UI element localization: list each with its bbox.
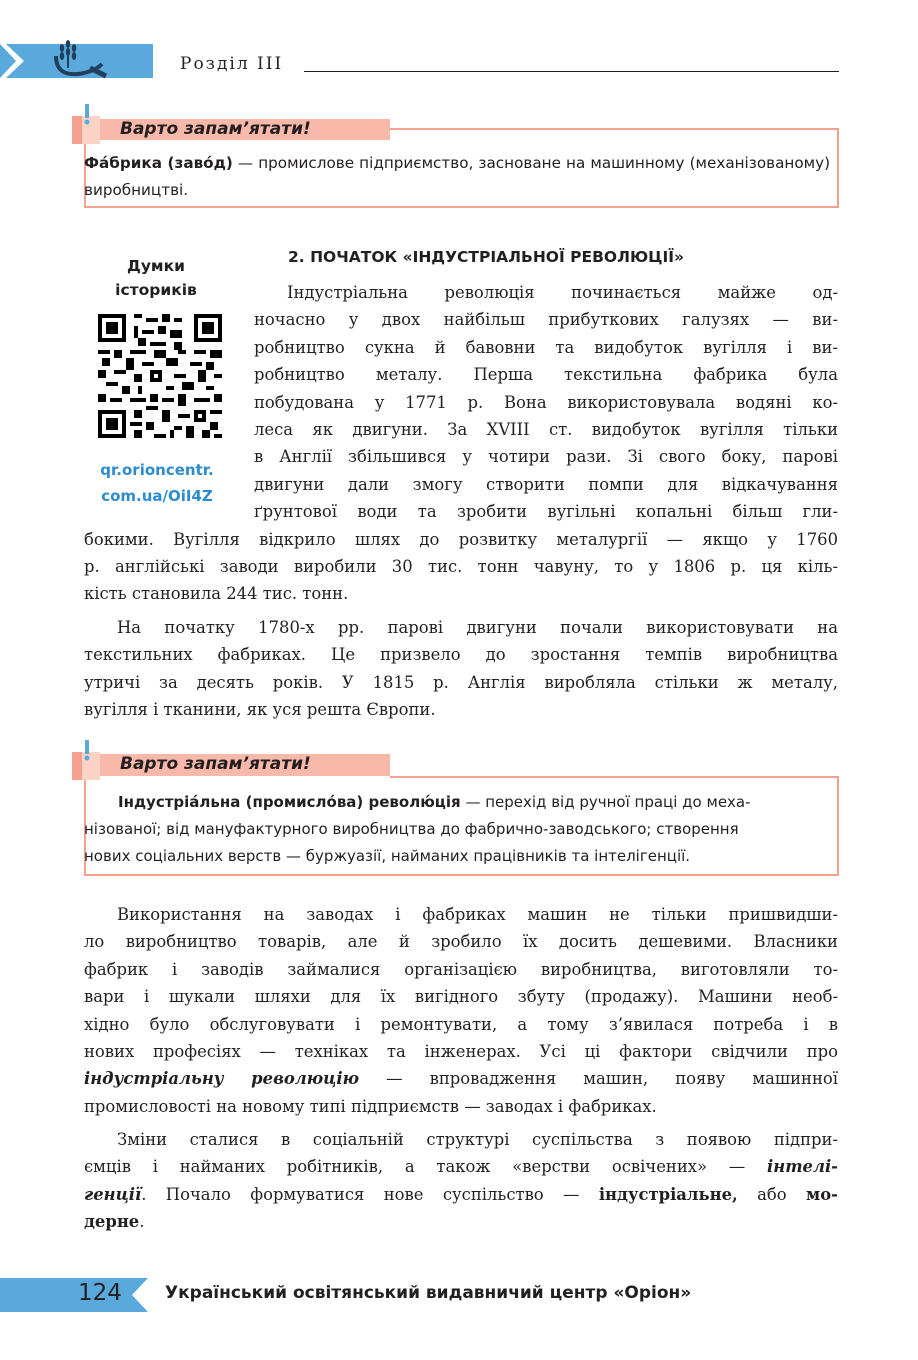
text-line: ночасно у двох найбільш прибуткових галузях — ви- (254, 310, 838, 330)
section-label: Розділ III (180, 54, 284, 74)
chevron-right-icon (0, 44, 26, 78)
reminder-top-rule (390, 776, 839, 778)
text-span: ємців і найманих робітників, а також «верстви освічених» — (84, 1157, 768, 1177)
text-span: . Почало формуватися нове суспільство — (141, 1184, 599, 1204)
definition-term: Фа́брика (заво́д) (84, 154, 233, 172)
qr-link-line[interactable]: qr.orioncentr. (100, 461, 214, 479)
publisher-name: Український освітянський видавничий центр «Оріон» (165, 1283, 692, 1303)
text-line: текстильних фабриках. Це призвело до зростання темпів виробництва (84, 645, 838, 665)
reminder-definition-cont (84, 816, 830, 870)
emphasis-term: інтелі- (767, 1157, 838, 1177)
bold-term: індустріальне, (598, 1184, 738, 1204)
text-line: р. англійські заводи виробили 30 тис. тонн чавуну, то у 1806 р. ця кіль- (84, 557, 838, 576)
text-line: ло виробництво товарів, але й зробило їх досить дешевими. Власники (84, 932, 838, 952)
reminder-top-rule (390, 128, 839, 130)
definition-line: нізованої; від мануфактурного виробництва до фабрично-заводського; створення (84, 820, 739, 838)
sidebar-heading-line: істориків (115, 281, 197, 299)
text-line: бокими. Вугілля відкрило шлях до розвитку металургії — якщо у 1760 (84, 529, 838, 549)
text-line: Зміни сталися в соціальній структурі суспільства з появою підпри- (117, 1130, 838, 1149)
text-line: побудована у 1771 р. Вона використовувала водяні ко- (254, 392, 838, 412)
text-line: вари і шукали шляхи для їх вигідного збуту (продажу). Машини необ- (84, 987, 838, 1007)
bold-term: мо- (806, 1184, 838, 1204)
header-rule (304, 71, 839, 72)
definition-line (118, 789, 830, 816)
text-line (84, 1153, 838, 1180)
reminder-definition (84, 150, 830, 204)
text-line (84, 1208, 838, 1235)
text-line: Використання на заводах і фабриках машин не тільки пришвидши- (117, 905, 838, 924)
paragraph-1b (84, 526, 838, 608)
exclamation-book-icon (68, 104, 104, 146)
qr-code-icon[interactable] (98, 314, 222, 438)
text-line: робництво металу. Перша текстильна фабрика була (254, 365, 838, 385)
text-line: двигуни дали змогу створити помпи для відкачування (254, 474, 838, 494)
emphasis-term: генції (84, 1184, 142, 1204)
sidebar-heading (92, 254, 220, 302)
text-line: утричі за десять років. У 1815 р. Англія виробляла стільки ж металу, (84, 672, 838, 692)
reminder-definition (118, 789, 830, 816)
text-line: леса як двигуни. За XVIII ст. видобуток вугілля тільки (254, 420, 838, 440)
text-span: або (737, 1184, 807, 1204)
reminder-title: Варто запам’ятати! (120, 119, 311, 139)
chevron-left-icon (128, 1278, 152, 1312)
text-line: в Англії збільшився у чотири рази. Зі свого боку, парові (254, 447, 838, 467)
definition-line: нових соціальних верств — буржуазії, найманих працівників та інтелігенції. (84, 847, 691, 865)
text-line: нових професіях — техніках та інженерах. Усі ці фактори свідчили про (84, 1042, 838, 1062)
text-span: . (139, 1212, 145, 1232)
wheat-sickle-icon (50, 34, 108, 80)
paragraph-3 (84, 901, 838, 1120)
bold-term: дерне (84, 1212, 140, 1232)
section-heading: 2. ПОЧАТОК «ІНДУСТРІАЛЬНОЇ РЕВОЛЮЦІЇ» (288, 248, 685, 266)
paragraph-2 (84, 614, 838, 724)
text-line: фабрик і заводів займалися організацією виробництва, виготовляли то- (84, 959, 838, 979)
text-span: — впровадження машин, появу машинної (358, 1069, 838, 1089)
definition-text: — промислове підприємство, засноване на машинному (механізованому) виробництві. (84, 154, 830, 199)
text-line: На початку 1780-х рр. парові двигуни почали використовувати на (117, 618, 838, 637)
text-line: робництво сукна й бавовни та видобуток вугілля і ви- (254, 337, 838, 357)
qr-link-line[interactable]: com.ua/OiI4Z (101, 487, 213, 505)
text-line: промисловості на новому типі підприємств — заводах і фабриках. (84, 1096, 657, 1116)
definition-term: Індустріа́льна (промисло́ва) револю́ція (118, 793, 461, 811)
reminder-title: Варто запам’ятати! (120, 754, 311, 774)
text-line: Індустріальна революція починається майже од- (287, 283, 838, 302)
footer-bar (0, 1278, 148, 1312)
text-line (84, 1065, 838, 1092)
page-number: 124 (78, 1280, 122, 1306)
paragraph-1a (254, 279, 838, 526)
text-line: вугілля і тканини, як уся решта Європи. (84, 700, 436, 720)
definition-text: — перехід від ручної праці до меха- (460, 793, 751, 811)
text-line: хідно було обслуговувати і ремонтувати, а тому з’явилася потреба і в (84, 1014, 838, 1034)
text-line: ґрунтової води та зробити вугільні копальні більш гли- (254, 502, 838, 522)
sidebar-heading-line: Думки (127, 257, 185, 275)
text-line (84, 1181, 838, 1208)
emphasis-term: індустріальну революцію (84, 1069, 359, 1089)
text-line: кість становила 244 тис. тонн. (84, 584, 349, 604)
paragraph-4 (84, 1126, 838, 1236)
exclamation-book-icon (68, 740, 104, 782)
qr-link[interactable] (86, 457, 228, 509)
